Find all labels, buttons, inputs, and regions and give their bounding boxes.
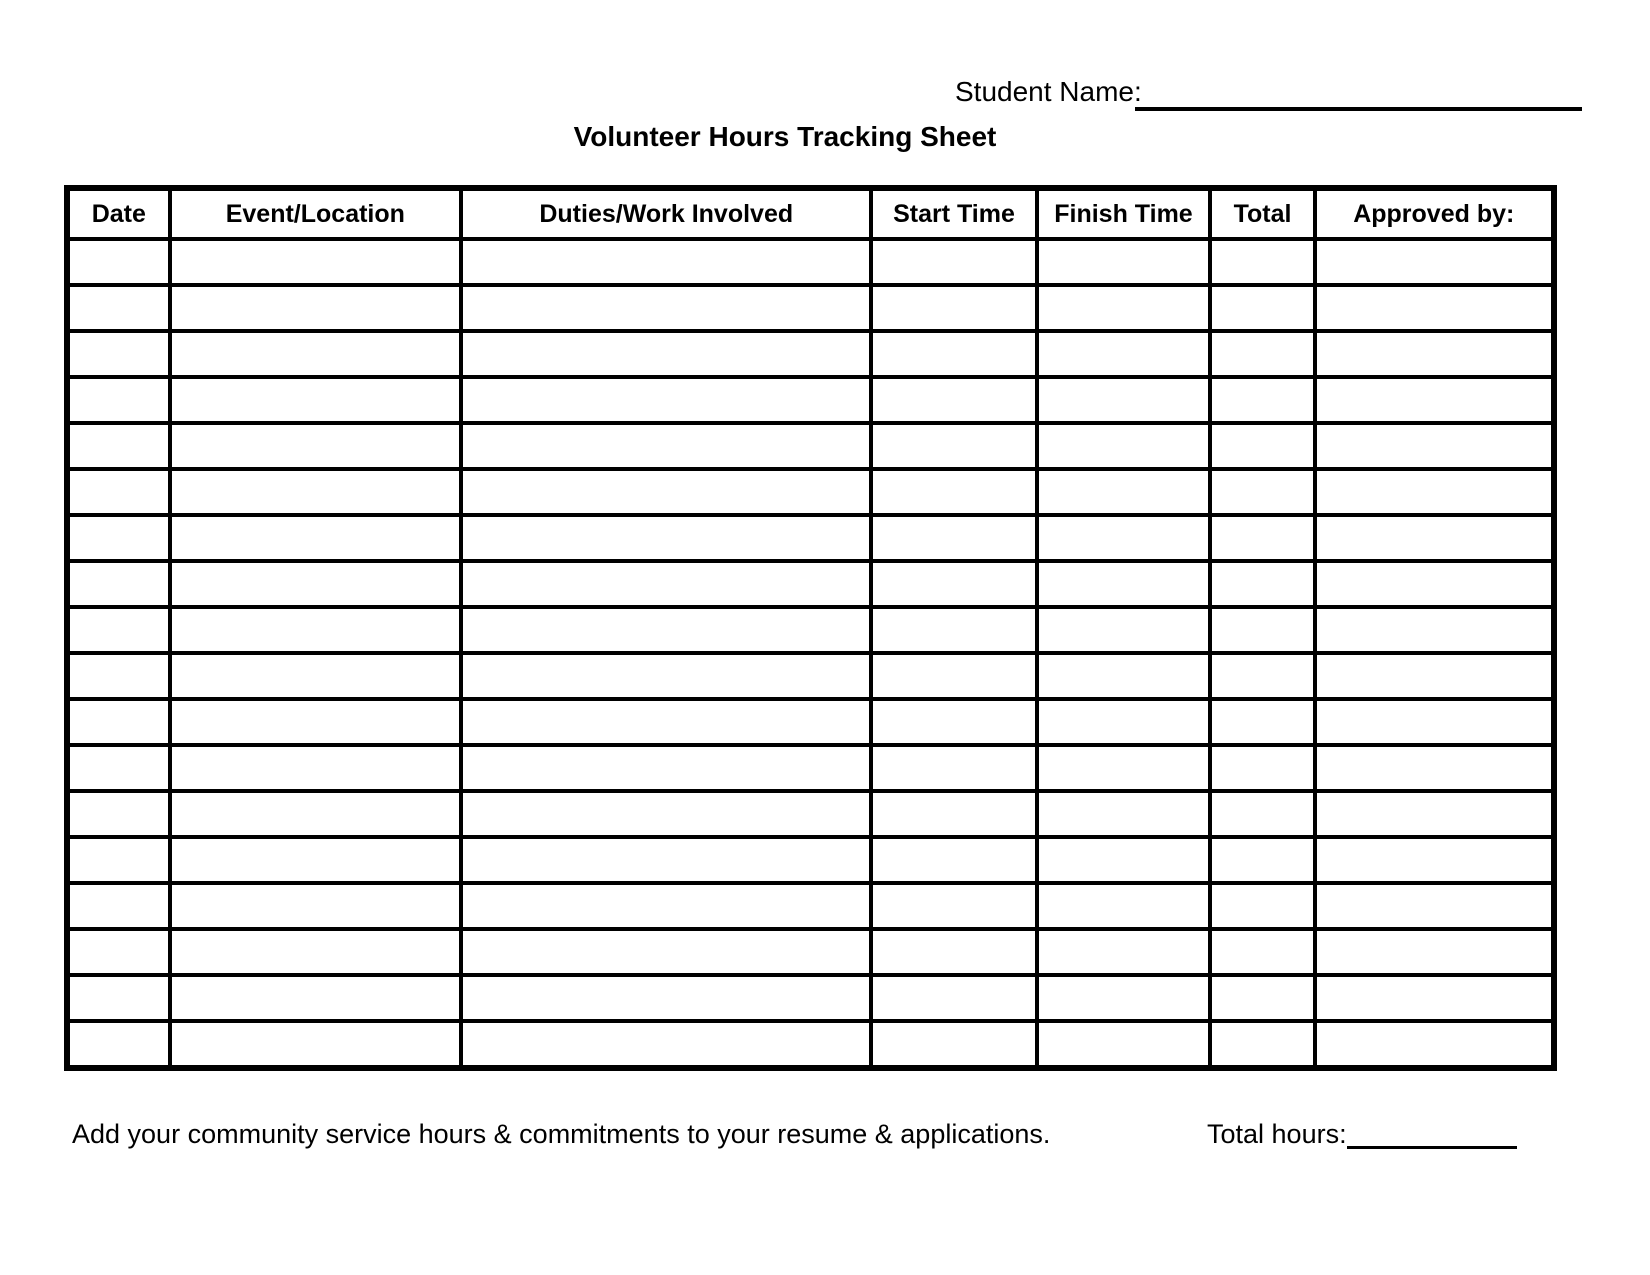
cell-finish-time[interactable] [1037,699,1211,745]
table-row [67,837,1554,883]
column-header-total: Total [1210,188,1314,239]
cell-duties-work-involved[interactable] [461,1021,871,1068]
cell-date[interactable] [67,423,170,469]
cell-total[interactable] [1210,607,1314,653]
cell-start-time[interactable] [871,469,1036,515]
cell-approved-by[interactable] [1315,653,1554,699]
cell-date[interactable] [67,791,170,837]
table-row [67,285,1554,331]
column-header-duties-work-involved: Duties/Work Involved [461,188,871,239]
cell-finish-time[interactable] [1037,791,1211,837]
cell-finish-time[interactable] [1037,239,1211,285]
cell-approved-by[interactable] [1315,607,1554,653]
cell-duties-work-involved[interactable] [461,285,871,331]
cell-approved-by[interactable] [1315,791,1554,837]
column-header-date: Date [67,188,170,239]
cell-event-location[interactable] [170,607,461,653]
cell-approved-by[interactable] [1315,285,1554,331]
footer-note: Add your community service hours & commitments to your resume & applications. [72,1119,1051,1149]
cell-event-location[interactable] [170,653,461,699]
cell-finish-time[interactable] [1037,515,1211,561]
cell-total[interactable] [1210,699,1314,745]
column-header-start-time: Start Time [871,188,1036,239]
cell-approved-by[interactable] [1315,561,1554,607]
cell-event-location[interactable] [170,469,461,515]
cell-total[interactable] [1210,377,1314,423]
cell-date[interactable] [67,837,170,883]
cell-finish-time[interactable] [1037,561,1211,607]
table-row [67,239,1554,285]
cell-total[interactable] [1210,239,1314,285]
cell-event-location[interactable] [170,883,461,929]
hours-table-container [64,185,1557,1071]
cell-start-time[interactable] [871,561,1036,607]
cell-date[interactable] [67,285,170,331]
cell-start-time[interactable] [871,975,1036,1021]
table-row [67,469,1554,515]
cell-event-location[interactable] [170,1021,461,1068]
cell-finish-time[interactable] [1037,975,1211,1021]
cell-start-time[interactable] [871,883,1036,929]
cell-start-time[interactable] [871,745,1036,791]
cell-date[interactable] [67,699,170,745]
cell-duties-work-involved[interactable] [461,607,871,653]
cell-duties-work-involved[interactable] [461,331,871,377]
cell-finish-time[interactable] [1037,929,1211,975]
cell-event-location[interactable] [170,699,461,745]
cell-event-location[interactable] [170,515,461,561]
cell-event-location[interactable] [170,745,461,791]
cell-approved-by[interactable] [1315,975,1554,1021]
cell-approved-by[interactable] [1315,837,1554,883]
cell-total[interactable] [1210,331,1314,377]
cell-event-location[interactable] [170,837,461,883]
cell-event-location[interactable] [170,561,461,607]
cell-event-location[interactable] [170,331,461,377]
cell-start-time[interactable] [871,929,1036,975]
hours-table [64,185,1557,1071]
cell-start-time[interactable] [871,653,1036,699]
total-hours-label: Total hours: [1207,1119,1347,1149]
cell-date[interactable] [67,1021,170,1068]
table-row [67,1021,1554,1068]
cell-finish-time[interactable] [1037,377,1211,423]
cell-total[interactable] [1210,469,1314,515]
cell-total[interactable] [1210,423,1314,469]
table-row [67,975,1554,1021]
table-row [67,745,1554,791]
cell-duties-work-involved[interactable] [461,791,871,837]
cell-total[interactable] [1210,515,1314,561]
cell-approved-by[interactable] [1315,515,1554,561]
cell-start-time[interactable] [871,699,1036,745]
cell-approved-by[interactable] [1315,331,1554,377]
cell-event-location[interactable] [170,285,461,331]
cell-finish-time[interactable] [1037,469,1211,515]
cell-approved-by[interactable] [1315,239,1554,285]
table-row [67,699,1554,745]
cell-approved-by[interactable] [1315,699,1554,745]
cell-total[interactable] [1210,745,1314,791]
cell-date[interactable] [67,929,170,975]
cell-date[interactable] [67,239,170,285]
cell-approved-by[interactable] [1315,929,1554,975]
column-header-finish-time: Finish Time [1037,188,1211,239]
cell-finish-time[interactable] [1037,285,1211,331]
cell-duties-work-involved[interactable] [461,883,871,929]
cell-event-location[interactable] [170,239,461,285]
table-row [67,377,1554,423]
cell-date[interactable] [67,975,170,1021]
cell-start-time[interactable] [871,515,1036,561]
cell-finish-time[interactable] [1037,423,1211,469]
cell-finish-time[interactable] [1037,331,1211,377]
cell-event-location[interactable] [170,377,461,423]
cell-finish-time[interactable] [1037,745,1211,791]
cell-date[interactable] [67,469,170,515]
cell-duties-work-involved[interactable] [461,423,871,469]
cell-finish-time[interactable] [1037,883,1211,929]
cell-event-location[interactable] [170,423,461,469]
total-hours-blank[interactable] [1347,1146,1517,1149]
cell-finish-time[interactable] [1037,607,1211,653]
cell-total[interactable] [1210,791,1314,837]
cell-total[interactable] [1210,975,1314,1021]
cell-duties-work-involved[interactable] [461,377,871,423]
table-row [67,423,1554,469]
cell-approved-by[interactable] [1315,745,1554,791]
cell-approved-by[interactable] [1315,377,1554,423]
header-row [67,188,1554,239]
table-row [67,561,1554,607]
cell-total[interactable] [1210,837,1314,883]
cell-start-time[interactable] [871,285,1036,331]
cell-duties-work-involved[interactable] [461,837,871,883]
table-row [67,607,1554,653]
cell-date[interactable] [67,653,170,699]
cell-event-location[interactable] [170,791,461,837]
student-name-label: Student Name: [955,76,1142,107]
cell-total[interactable] [1210,653,1314,699]
cell-duties-work-involved[interactable] [461,515,871,561]
cell-date[interactable] [67,377,170,423]
cell-approved-by[interactable] [1315,883,1554,929]
column-header-event-location: Event/Location [170,188,461,239]
cell-start-time[interactable] [871,1021,1036,1068]
cell-approved-by[interactable] [1315,1021,1554,1068]
cell-approved-by[interactable] [1315,469,1554,515]
cell-total[interactable] [1210,883,1314,929]
cell-duties-work-involved[interactable] [461,699,871,745]
column-header-approved-by: Approved by: [1315,188,1554,239]
cell-finish-time[interactable] [1037,837,1211,883]
cell-total[interactable] [1210,285,1314,331]
cell-date[interactable] [67,607,170,653]
cell-start-time[interactable] [871,423,1036,469]
cell-date[interactable] [67,883,170,929]
cell-total[interactable] [1210,561,1314,607]
cell-total[interactable] [1210,1021,1314,1068]
table-row [67,929,1554,975]
cell-finish-time[interactable] [1037,1021,1211,1068]
cell-date[interactable] [67,515,170,561]
table-row [67,653,1554,699]
table-row [67,515,1554,561]
cell-start-time[interactable] [871,837,1036,883]
cell-duties-work-involved[interactable] [461,239,871,285]
cell-duties-work-involved[interactable] [461,653,871,699]
cell-start-time[interactable] [871,791,1036,837]
cell-duties-work-involved[interactable] [461,561,871,607]
cell-duties-work-involved[interactable] [461,929,871,975]
cell-duties-work-involved[interactable] [461,469,871,515]
cell-duties-work-involved[interactable] [461,975,871,1021]
cell-start-time[interactable] [871,607,1036,653]
cell-date[interactable] [67,561,170,607]
cell-event-location[interactable] [170,975,461,1021]
cell-duties-work-involved[interactable] [461,745,871,791]
cell-start-time[interactable] [871,331,1036,377]
cell-start-time[interactable] [871,377,1036,423]
cell-start-time[interactable] [871,239,1036,285]
cell-event-location[interactable] [170,929,461,975]
table-row [67,883,1554,929]
table-row [67,331,1554,377]
cell-date[interactable] [67,745,170,791]
cell-total[interactable] [1210,929,1314,975]
cell-date[interactable] [67,331,170,377]
table-row [67,791,1554,837]
student-name-blank[interactable] [1135,107,1582,111]
cell-finish-time[interactable] [1037,653,1211,699]
cell-approved-by[interactable] [1315,423,1554,469]
page-title: Volunteer Hours Tracking Sheet [573,121,997,152]
